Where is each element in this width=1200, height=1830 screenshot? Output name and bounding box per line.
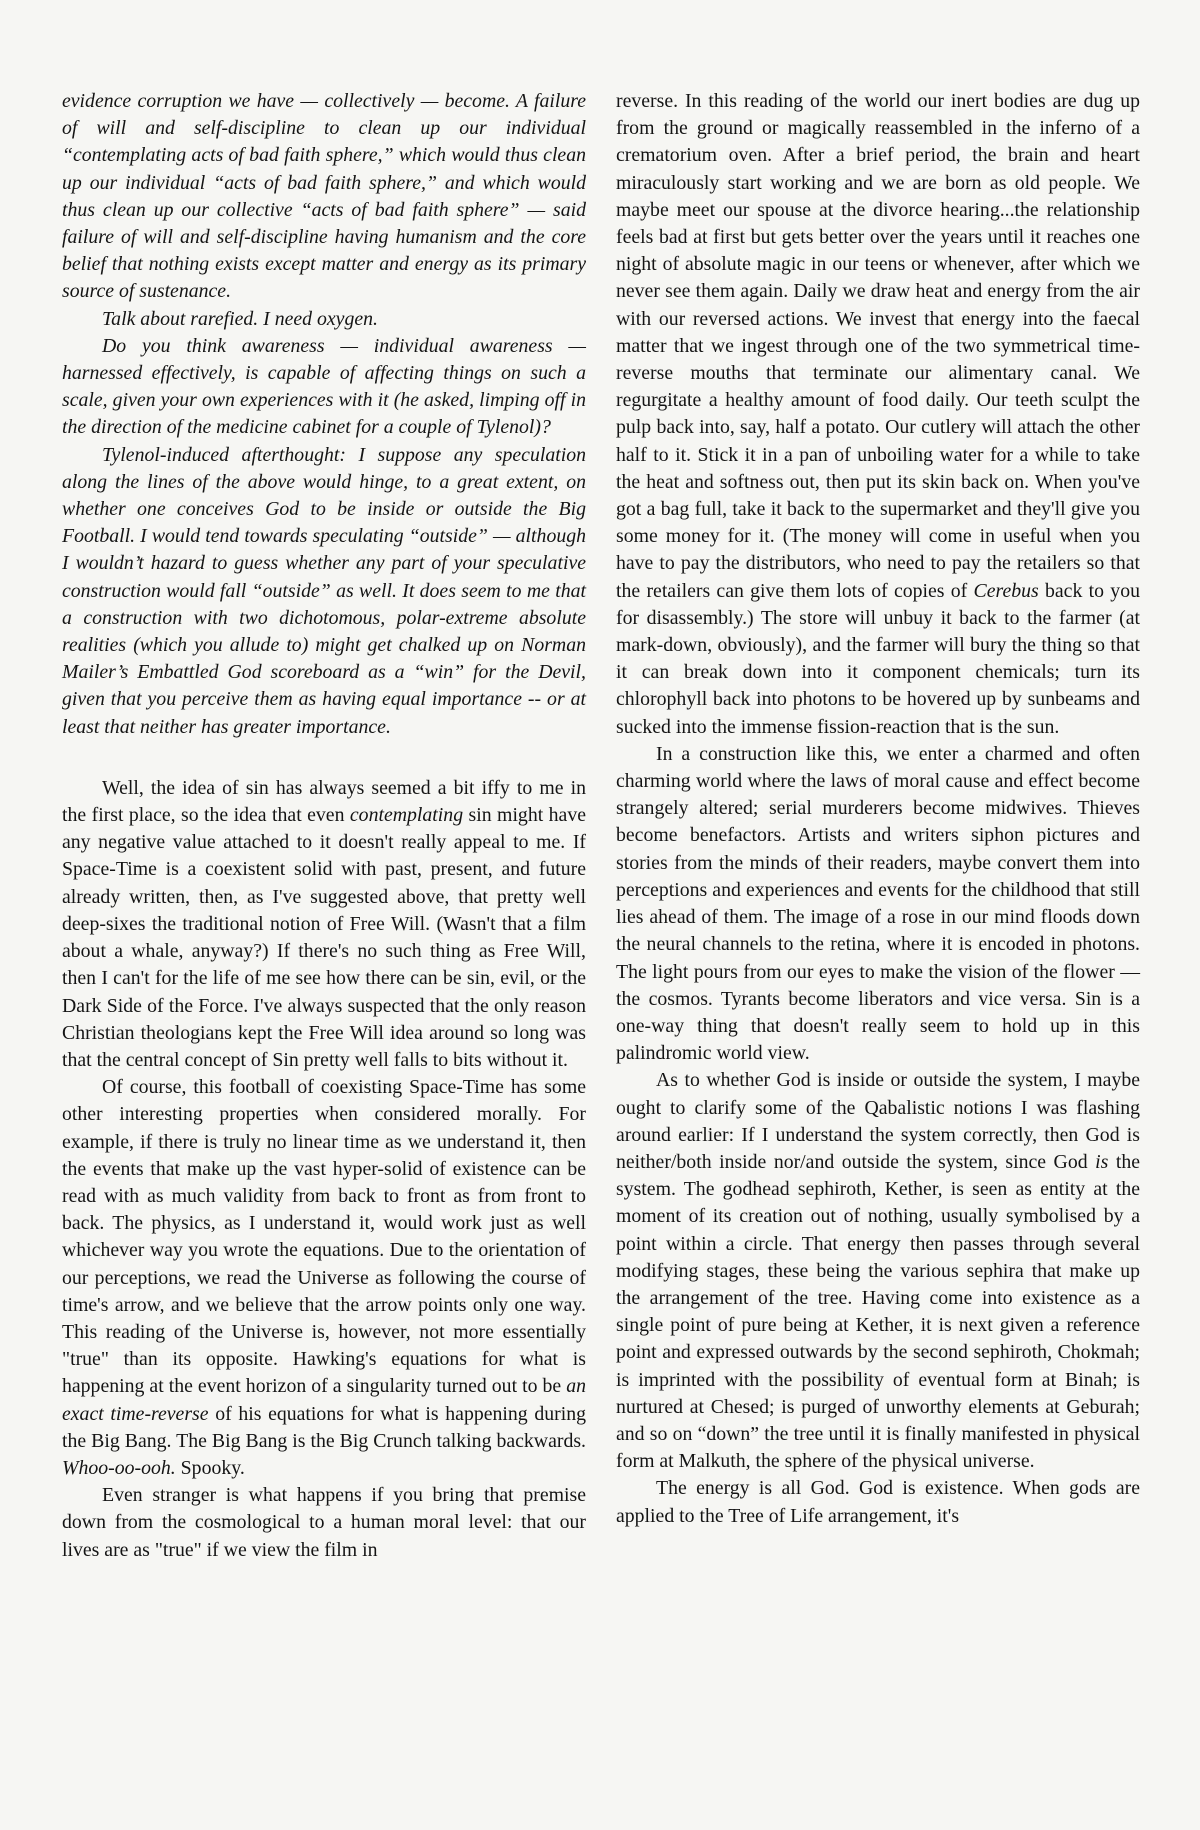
text-run: As to whether God is inside or outside the system, I maybe ought to clarify some of the Qabalistic notions I was flashing around earlier: If I understand the system correctly, then God is neither/both inside nor/and outside the system, since God [616, 1069, 1140, 1173]
body-paragraph-reverse [616, 88, 1140, 741]
text-run: of his equations for what is happening during the Big Bang. The Big Bang is the Big Crunch talking backwards. [62, 1402, 587, 1452]
text-run: the system. The godhead sephiroth, Kether, is seen as entity at the moment of its creation out of nothing, usually symbolised by a point within a circle. That energy then passes through several modifying stages, these being the various sephira that make up the arrangement of the tree. Having come into existence as a single point of pure being at Kether, it is next given a reference point and expressed outwards by the second sephiroth, Chokmah; is imprinted with the possibility of eventual form at Binah; is nurtured at Chesed; is purged of unworthy elements at Geburah; and so on “down” the tree until it is finally manifested in physical form at Malkuth, the sphere of the physical universe. [616, 1150, 1140, 1473]
text-columns [62, 88, 1140, 1564]
body-paragraph-sin [62, 775, 586, 1074]
emphasis-text: contemplating [349, 804, 464, 827]
text-run: sin might have any negative value attached to it doesn't really appeal to me. If Space-Time is a coexistent solid with past, present, and future already written, then, as I've suggested above, that pretty well deep-sixes the traditional notion of Free Will. (Wasn't that a film about a whale, anyway?) If there's no such thing as Free Will, then I can't for the life of me see how there can be sin, evil, or the Dark Side of the Force. I've always suspected that the only reason Christian theologians kept the Free Will idea around so long was that the central concept of Sin pretty well falls to bits without it. [62, 804, 586, 1071]
body-paragraph-energy: The energy is all God. God is existence. When gods are applied to the Tree of Life arrangement, it's [616, 1477, 1140, 1527]
left-column [62, 88, 586, 1564]
emphasis-text: is [1095, 1150, 1109, 1173]
body-paragraph-spacetime [62, 1074, 586, 1482]
italic-quoted-letter [62, 88, 586, 741]
section-gap [62, 741, 586, 775]
italic-paragraph-1: evidence corruption we have — collectively — become. A failure of will and self-discipline to clean up our individual “contemplating acts of bad faith sphere,” which would thus clean up our individual “acts of bad faith sphere,” and which would thus clean up our collective “acts of bad faith sphere” — said failure of will and self-discipline having humanism and the core belief that nothing exists except matter and energy as its primary source of sustenance. [62, 90, 586, 303]
italic-paragraph-2: Talk about rarefied. I need oxygen. [102, 307, 378, 330]
text-run: reverse. In this reading of the world our inert bodies are dug up from the ground or magically reassembled in the inferno of a crematorium oven. After a brief period, the brain and heart miraculously start working and we are born as old people. We maybe meet our spouse at the divorce hearing...the relationship feels bad at first but gets better over the years until it reaches one night of absolute magic in our teens or whenever, after which we never see them again. Daily we draw heat and energy from the air with our reversed actions. We invest that energy into the faecal matter that we ingest through one of the two symmetrical time-reverse mouths that terminate our alimentary canal. We regurgitate a healthy amount of food daily. Our teeth sculpt the pulp back into, say, half a potato. Our cutlery will attach the other half to it. Stick it in a pan of unboiling water for a while to take the heat and softness out, then put its skin back on. When you've got a bag full, take it back to the supermarket and they'll give you some money for it. (The money will come in useful when you have to pay the distributors, who need to pay the retailers so that the retailers can give them lots of copies of [616, 90, 1140, 602]
emphasis-text: Whoo-oo-ooh. [62, 1456, 176, 1479]
italic-paragraph-3: Do you think awareness — individual awareness — harnessed effectively, is capable of affecting things on such a scale, given your own experiences with it (he asked, limping off in the direction of the medicine cabinet for a couple of Tylenol)? [62, 334, 586, 439]
body-paragraph-god-system [616, 1067, 1140, 1475]
body-paragraph-construction: In a construction like this, we enter a charmed and often charming world where the laws of moral cause and effect become strangely altered; serial murderers become midwives. Thieves become benefactors. Artists and writers siphon pictures and stories from the minds of their readers, maybe convert them into perceptions and experiences and events for the childhood that still lies ahead of them. The image of a rose in our mind floods down the neural channels to the retina, where it is encoded in photons. The light pours from our eyes to make the vision of the flower — the cosmos. Tyrants become liberators and vice versa. Sin is a one-way thing that doesn't really seem to hold up in this palindromic world view. [616, 742, 1140, 1065]
emphasis-text: an exact time-reverse [62, 1375, 586, 1425]
emphasis-text: Cerebus [973, 579, 1039, 602]
text-run: Spooky. [175, 1456, 245, 1479]
text-run: Well, the idea of sin has always seemed a bit iffy to me in the first place, so the idea that even [62, 776, 586, 827]
right-column [616, 88, 1140, 1564]
text-run: back to you for disassembly.) The store will unbuy it back to the farmer (at mark-down, obviously), and the farmer will bury the thing so that it can break down into it component chemicals; turn its chlorophyll back into photons to be hovered up by sunbeams and sucked into the immense fission-reaction that is the sun. [616, 579, 1140, 738]
text-run: Of course, this football of coexisting Space-Time has some other interesting properties when considered morally. For example, if there is truly no linear time as we understand it, then the events that make up the vast hyper-solid of existence can be read with as much validity from back to front as from front to back. The physics, as I understand it, would work just as well whichever way you wrote the equations. Due to the orientation of our perceptions, we read the Universe as following the course of time's arrow, and we believe that the arrow points only one way. This reading of the Universe is, however, not more essentially "true" than its opposite. Hawking's equations for what is happening at the event horizon of a singularity turned out to be [62, 1076, 586, 1398]
body-paragraph-stranger: Even stranger is what happens if you bring that premise down from the cosmological to a human moral level: that our lives are as "true" if we view the film in [62, 1484, 586, 1561]
italic-paragraph-4: Tylenol-induced afterthought: I suppose any speculation along the lines of the above would hinge, to a great extent, on whether one conceives God to be inside or outside the Big Football. I would tend towards speculating “outside” — although I wouldn’t hazard to guess whether any part of your speculative construction would fall “outside” as well. It does seem to me that a construction with two dichotomous, polar-extreme absolute realities (which you allude to) might get chalked up on Norman Mailer’s Embattled God scoreboard as a “win” for the Devil, given that you perceive them as having equal importance -- or at least that neither has greater importance. [62, 443, 586, 738]
